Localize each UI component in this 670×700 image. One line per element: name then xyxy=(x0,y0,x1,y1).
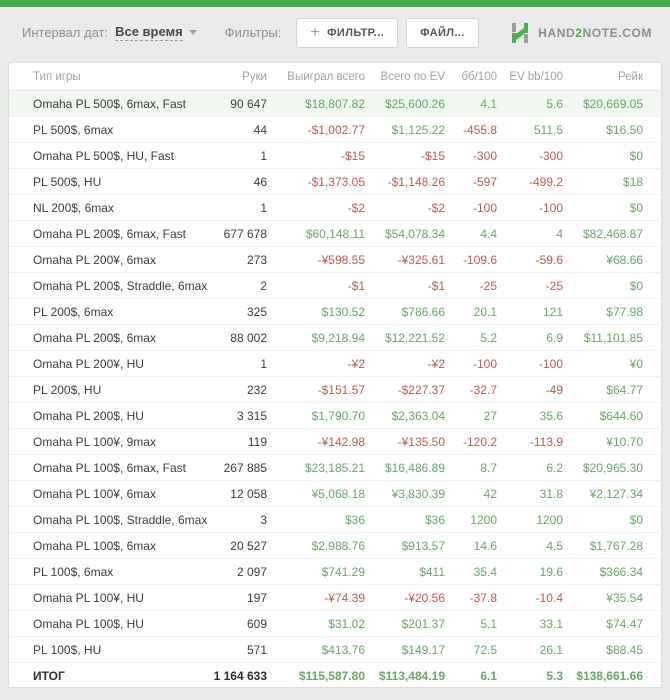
rake-cell: ¥10.70 xyxy=(606,434,643,449)
hands-cell: 119 xyxy=(247,434,267,449)
ev-cell: -¥20.56 xyxy=(404,590,445,605)
bb100-cell: 6.1 xyxy=(480,669,497,683)
date-interval-select[interactable] xyxy=(115,24,197,41)
game-type-cell: Omaha PL 200$, Straddle, 6max xyxy=(33,278,208,293)
ev-cell: $12,221.52 xyxy=(384,330,445,345)
table-row[interactable] xyxy=(9,299,661,325)
top-accent-bar xyxy=(0,0,670,7)
hands-cell: 325 xyxy=(246,304,267,319)
rake-cell: $20,965.30 xyxy=(582,460,643,475)
rake-cell: $82,468.87 xyxy=(582,226,643,241)
bb100-cell: -109.6 xyxy=(462,252,497,267)
won-cell: $413.76 xyxy=(321,642,365,657)
bb100-cell: 20.1 xyxy=(473,304,497,319)
hands-cell: 1 xyxy=(260,148,267,163)
bb100-cell: -597 xyxy=(472,174,497,189)
rake-cell: $64.77 xyxy=(606,382,643,397)
ev-cell: -$1 xyxy=(427,278,445,293)
game-type-cell: PL 100$, HU xyxy=(33,642,102,657)
won-cell: -$1 xyxy=(347,278,365,293)
rake-cell: ¥68.66 xyxy=(606,252,643,267)
ev-bb100-cell: -49 xyxy=(545,382,563,397)
ev-cell: -¥325.61 xyxy=(397,252,445,267)
bb100-cell: 35.4 xyxy=(473,564,497,579)
game-type-cell: Omaha PL 200$, HU xyxy=(33,408,144,423)
col-header-bb100[interactable]: бб/100 xyxy=(461,70,497,83)
won-cell: -¥74.39 xyxy=(324,590,365,605)
rake-cell: $74.47 xyxy=(606,616,643,631)
ev-cell: $25,600.26 xyxy=(384,96,445,111)
ev-bb100-cell: -59.6 xyxy=(535,252,563,267)
rake-cell: $18 xyxy=(622,174,643,189)
hand2note-logo-text: HAND2NOTE.COM xyxy=(538,25,652,40)
won-cell: $130.52 xyxy=(321,304,365,319)
bb100-cell: 14.6 xyxy=(473,538,497,553)
ev-bb100-cell: 4.5 xyxy=(546,538,563,553)
ev-bb100-cell: 6.2 xyxy=(546,460,563,475)
hands-cell: 1 164 633 xyxy=(213,669,267,683)
table-row[interactable] xyxy=(9,559,661,585)
game-type-cell: Omaha PL 100¥, HU xyxy=(33,590,144,605)
hand2note-logo-icon xyxy=(509,22,531,44)
game-type-cell: Omaha PL 100¥, 9max xyxy=(33,434,156,449)
game-type-cell: Omaha PL 200¥, 6max xyxy=(33,252,156,267)
date-interval-value: Все время xyxy=(115,24,183,39)
won-cell: $115,587.80 xyxy=(298,669,365,683)
hands-cell: 1 xyxy=(260,356,267,371)
game-type-cell: PL 200$, HU xyxy=(33,382,102,397)
bb100-cell: 4.4 xyxy=(480,226,497,241)
bb100-cell: -455.8 xyxy=(462,122,497,137)
filters-label: Фильтры: xyxy=(224,25,282,40)
hands-cell: 46 xyxy=(253,174,267,189)
bb100-cell: 8.7 xyxy=(480,460,497,475)
table-row[interactable] xyxy=(9,611,661,637)
won-cell: $9,218.94 xyxy=(311,330,365,345)
hands-cell: 3 xyxy=(260,512,267,527)
rake-cell: $88.45 xyxy=(606,642,643,657)
won-cell: $2,988.76 xyxy=(311,538,365,553)
table-row[interactable] xyxy=(9,663,661,688)
ev-bb100-cell: 4 xyxy=(556,226,563,241)
won-cell: -$1,002.77 xyxy=(307,122,365,137)
game-type-cell: PL 100$, 6max xyxy=(33,564,114,579)
hands-cell: 677 678 xyxy=(223,226,267,241)
ev-bb100-cell: -100 xyxy=(538,356,563,371)
game-type-cell: PL 500$, HU xyxy=(33,174,102,189)
won-cell: $23,185.21 xyxy=(304,460,365,475)
rake-cell: $0 xyxy=(629,148,643,163)
game-type-cell: Omaha PL 100$, 6max, Fast xyxy=(33,460,186,475)
table-row[interactable] xyxy=(9,481,661,507)
stats-table-card xyxy=(8,62,662,688)
table-row[interactable] xyxy=(9,429,661,455)
won-cell: -$15 xyxy=(340,148,365,163)
rake-cell: $366.34 xyxy=(599,564,643,579)
hands-cell: 88 002 xyxy=(230,330,267,345)
ev-cell: $786.66 xyxy=(401,304,445,319)
won-cell: $31.02 xyxy=(328,616,365,631)
ev-cell: -$227.37 xyxy=(397,382,445,397)
hands-cell: 2 097 xyxy=(236,564,267,579)
game-type-cell: ИТОГ xyxy=(33,669,65,683)
ev-cell: $36 xyxy=(424,512,445,527)
rake-cell: $0 xyxy=(629,512,643,527)
game-type-cell: Omaha PL 500$, HU, Fast xyxy=(33,148,174,163)
file-button-label: ФАЙЛ... xyxy=(420,26,465,39)
won-cell: $741.29 xyxy=(321,564,365,579)
chevron-down-icon xyxy=(189,30,197,35)
col-header-rake[interactable]: Рейк xyxy=(617,70,643,83)
hands-cell: 3 315 xyxy=(236,408,267,423)
ev-cell: -¥135.50 xyxy=(397,434,445,449)
col-header-game-type[interactable]: Тип игры xyxy=(33,70,81,83)
add-filter-button[interactable] xyxy=(296,18,398,48)
ev-bb100-cell: 35.6 xyxy=(539,408,563,423)
ev-cell: -¥2 xyxy=(427,356,445,371)
table-row[interactable] xyxy=(9,637,661,663)
add-filter-button-label: ФИЛЬТР... xyxy=(327,26,385,39)
col-header-ev-total[interactable]: Всего по EV xyxy=(380,70,445,83)
hands-cell: 609 xyxy=(246,616,267,631)
table-row[interactable] xyxy=(9,91,661,117)
toolbar xyxy=(0,7,670,58)
ev-cell: -$2 xyxy=(427,200,445,215)
ev-cell: $411 xyxy=(419,564,445,579)
game-type-cell: Omaha PL 200¥, HU xyxy=(33,356,144,371)
game-type-cell: NL 200$, 6max xyxy=(33,200,114,215)
won-cell: $18,807.82 xyxy=(304,96,365,111)
won-cell: -$151.57 xyxy=(317,382,365,397)
ev-bb100-cell: -25 xyxy=(545,278,563,293)
bb100-cell: 42 xyxy=(483,486,497,501)
won-cell: -¥2 xyxy=(347,356,365,371)
table-row[interactable] xyxy=(9,507,661,533)
bb100-cell: 5.2 xyxy=(480,330,497,345)
bb100-cell: 4.1 xyxy=(480,96,497,111)
rake-cell: ¥2,127.34 xyxy=(589,486,643,501)
hands-cell: 267 885 xyxy=(223,460,267,475)
game-type-cell: PL 500$, 6max xyxy=(33,122,114,137)
game-type-cell: Omaha PL 200$, 6max, Fast xyxy=(33,226,186,241)
ev-bb100-cell: -100 xyxy=(538,200,563,215)
won-cell: -$2 xyxy=(347,200,365,215)
won-cell: -$1,373.05 xyxy=(307,174,365,189)
file-button[interactable] xyxy=(406,18,479,48)
table-row[interactable] xyxy=(9,169,661,195)
hands-cell: 44 xyxy=(253,122,267,137)
table-body xyxy=(9,91,661,688)
hands-cell: 197 xyxy=(246,590,267,605)
bb100-cell: -100 xyxy=(472,200,497,215)
ev-bb100-cell: 33.1 xyxy=(539,616,563,631)
rake-cell: $16.50 xyxy=(606,122,643,137)
rake-cell: $644.60 xyxy=(599,408,643,423)
game-type-cell: Omaha PL 100¥, 6max xyxy=(33,486,156,501)
ev-cell: $113,484.19 xyxy=(378,669,445,683)
table-row[interactable] xyxy=(9,247,661,273)
bb100-cell: 27 xyxy=(483,408,497,423)
won-cell: ¥5,068.18 xyxy=(311,486,365,501)
ev-bb100-cell: 19.6 xyxy=(539,564,563,579)
ev-cell: $201.37 xyxy=(401,616,445,631)
bb100-cell: -120.2 xyxy=(462,434,497,449)
ev-bb100-cell: 6.9 xyxy=(546,330,563,345)
bb100-cell: -100 xyxy=(472,356,497,371)
rake-cell: ¥0 xyxy=(629,356,643,371)
table-row[interactable] xyxy=(9,117,661,143)
game-type-cell: Omaha PL 200$, 6max xyxy=(33,330,156,345)
table-row[interactable] xyxy=(9,377,661,403)
table-row[interactable] xyxy=(9,195,661,221)
table-row[interactable] xyxy=(9,403,661,429)
ev-cell: -$1,148.26 xyxy=(387,174,445,189)
hands-cell: 273 xyxy=(246,252,267,267)
table-row[interactable] xyxy=(9,143,661,169)
ev-bb100-cell: -10.4 xyxy=(535,590,563,605)
ev-cell: ¥3,830.39 xyxy=(391,486,445,501)
hands-cell: 571 xyxy=(246,642,267,657)
rake-cell: ¥35.54 xyxy=(606,590,643,605)
ev-bb100-cell: 511.5 xyxy=(533,122,563,137)
ev-bb100-cell: 5.6 xyxy=(546,96,563,111)
rake-cell: $11,101.85 xyxy=(583,330,643,345)
table-header-row xyxy=(9,63,661,91)
ev-bb100-cell: 121 xyxy=(542,304,563,319)
bb100-cell: 72.5 xyxy=(473,642,497,657)
ev-cell: $149.17 xyxy=(401,642,445,657)
ev-bb100-cell: -300 xyxy=(538,148,563,163)
bb100-cell: 1200 xyxy=(470,512,497,527)
won-cell: $1,790.70 xyxy=(311,408,365,423)
rake-cell: $20,669.05 xyxy=(582,96,643,111)
bb100-cell: -37.8 xyxy=(469,590,497,605)
hands-cell: 232 xyxy=(246,382,267,397)
hands-cell: 20 527 xyxy=(230,538,267,553)
rake-cell: $138,661.66 xyxy=(576,669,643,683)
col-header-hands[interactable]: Руки xyxy=(242,70,267,83)
game-type-cell: Omaha PL 100$, 6max xyxy=(33,538,156,553)
ev-cell: $1,125.22 xyxy=(391,122,445,137)
won-cell: -¥598.55 xyxy=(317,252,365,267)
rake-cell: $0 xyxy=(629,278,643,293)
bb100-cell: -25 xyxy=(479,278,497,293)
ev-bb100-cell: -113.9 xyxy=(529,434,563,449)
hands-cell: 90 647 xyxy=(230,96,267,111)
ev-cell: $16,486.89 xyxy=(384,460,445,475)
table-row[interactable] xyxy=(9,351,661,377)
rake-cell: $1,767.28 xyxy=(589,538,643,553)
hands-cell: 12 058 xyxy=(230,486,267,501)
ev-bb100-cell: 26.1 xyxy=(539,642,563,657)
won-cell: $36 xyxy=(344,512,365,527)
plus-icon: + xyxy=(310,23,321,41)
bb100-cell: 5.1 xyxy=(480,616,497,631)
table-row[interactable] xyxy=(9,325,661,351)
ev-cell: -$15 xyxy=(420,148,445,163)
rake-cell: $0 xyxy=(629,200,643,215)
table-row[interactable] xyxy=(9,585,661,611)
hands-cell: 1 xyxy=(260,200,267,215)
table-row[interactable] xyxy=(9,533,661,559)
bb100-cell: -300 xyxy=(472,148,497,163)
ev-bb100-cell: 1200 xyxy=(536,512,563,527)
won-cell: -¥142.98 xyxy=(317,434,365,449)
ev-cell: $54,078.34 xyxy=(384,226,445,241)
bb100-cell: -32.7 xyxy=(469,382,497,397)
ev-bb100-cell: 5.3 xyxy=(546,669,563,683)
ev-bb100-cell: -499.2 xyxy=(528,174,563,189)
col-header-ev-bb100[interactable]: EV bb/100 xyxy=(509,70,563,83)
hands-cell: 2 xyxy=(260,278,267,293)
game-type-cell: Omaha PL 100$, HU xyxy=(33,616,144,631)
table-row[interactable] xyxy=(9,455,661,481)
game-type-cell: PL 200$, 6max xyxy=(33,304,114,319)
date-interval-label: Интервал дат: xyxy=(22,25,109,40)
ev-bb100-cell: 31.8 xyxy=(539,486,563,501)
rake-cell: $77.98 xyxy=(606,304,643,319)
ev-cell: $913.57 xyxy=(401,538,445,553)
table-row[interactable] xyxy=(9,221,661,247)
hand2note-logo[interactable] xyxy=(509,22,652,44)
col-header-won-total[interactable]: Выиграл всего xyxy=(287,70,365,83)
won-cell: $60,148.11 xyxy=(305,226,365,241)
ev-cell: $2,363.04 xyxy=(391,408,445,423)
table-row[interactable] xyxy=(9,273,661,299)
game-type-cell: Omaha PL 100$, Straddle, 6max xyxy=(33,512,208,527)
game-type-cell: Omaha PL 500$, 6max, Fast xyxy=(33,96,186,111)
